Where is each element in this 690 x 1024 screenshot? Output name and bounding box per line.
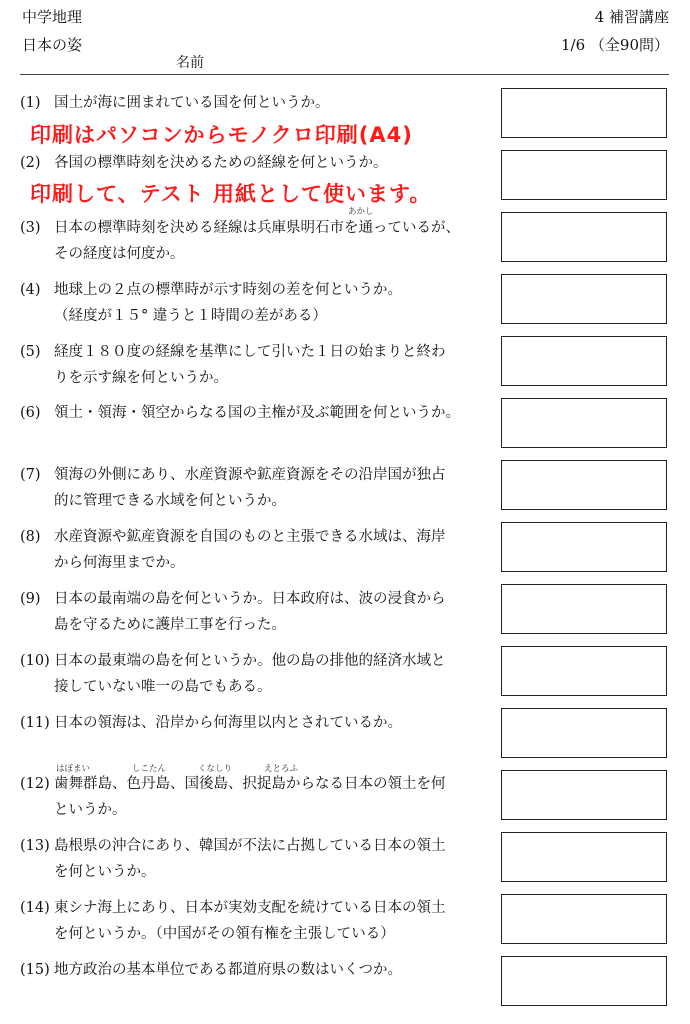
question-9	[20, 586, 495, 638]
furigana-kunashiri: くなしり	[198, 764, 233, 774]
question-text: 国土が海に囲まれている国を何というか。	[54, 95, 330, 111]
answer-box-8[interactable]	[501, 522, 667, 572]
answer-box-10[interactable]	[501, 646, 667, 696]
question-13	[20, 833, 495, 885]
answer-box-14[interactable]	[501, 894, 667, 944]
question-14	[20, 895, 495, 947]
question-text-cont: 的に管理できる水域を何というか。	[54, 493, 286, 509]
furigana-habomai: はぼまい	[56, 764, 91, 774]
usage-notice: 印刷して、テスト 用紙として使います。	[30, 182, 432, 206]
question-10	[20, 648, 495, 700]
furigana-akashi: あかし	[348, 207, 374, 217]
question-7	[20, 462, 495, 514]
question-number: (13)	[20, 838, 50, 854]
question-number: (4)	[20, 282, 41, 298]
page-info: 1/6 （全90問）	[561, 36, 669, 54]
answer-box-5[interactable]	[501, 336, 667, 386]
question-number: (1)	[20, 95, 41, 111]
question-text-cont: 接していない唯一の島でもある。	[54, 679, 272, 695]
furigana-etorofu: えとろふ	[264, 764, 299, 774]
question-number: (3)	[20, 220, 41, 236]
question-number: (5)	[20, 344, 41, 360]
question-text-cont: を何というか。	[54, 864, 156, 880]
question-4	[20, 277, 495, 329]
question-15	[20, 957, 495, 983]
question-text: 島根県の沖合にあり、韓国が不法に占拠している日本の領土	[54, 838, 446, 854]
answer-box-9[interactable]	[501, 584, 667, 634]
question-number: (14)	[20, 900, 50, 916]
answer-box-4[interactable]	[501, 274, 667, 324]
topic-title: 日本の姿	[22, 36, 83, 54]
answer-box-6[interactable]	[501, 398, 667, 448]
question-text: 地球上の２点の標準時が示す時刻の差を何というか。	[54, 282, 402, 298]
answer-box-1[interactable]	[501, 88, 667, 138]
question-text-cont: から何海里までか。	[54, 555, 185, 571]
series-label: 4 補習講座	[594, 8, 669, 26]
question-text: 地方政治の基本単位である都道府県の数はいくつか。	[54, 962, 402, 978]
question-number: (7)	[20, 467, 41, 483]
question-text: 東シナ海上にあり、日本が実効支配を続けている日本の領土	[54, 900, 446, 916]
question-text: 日本の最南端の島を何というか。日本政府は、波の浸食から	[54, 591, 446, 607]
question-text: 水産資源や鉱産資源を自国のものと主張できる水域は、海岸	[54, 529, 446, 545]
question-number: (12)	[20, 776, 50, 792]
subject-title: 中学地理	[22, 8, 83, 26]
header-divider	[20, 74, 669, 75]
answer-box-15[interactable]	[501, 956, 667, 1006]
print-notice: 印刷はパソコンからモノクロ印刷(A4)	[30, 123, 413, 147]
answer-box-2[interactable]	[501, 150, 667, 200]
question-12	[20, 771, 495, 823]
answer-box-7[interactable]	[501, 460, 667, 510]
question-8	[20, 524, 495, 576]
question-3	[20, 215, 495, 267]
question-text-cont: を何というか。（中国がその領有権を主張している）	[54, 926, 395, 942]
question-number: (6)	[20, 405, 41, 421]
question-text-cont: というか。	[54, 802, 127, 818]
question-text-cont: 島を守るために護岸工事を行った。	[54, 617, 286, 633]
question-2	[20, 150, 495, 176]
question-1	[20, 90, 495, 116]
question-text-cont: （経度が１５° 違うと１時間の差がある）	[54, 308, 327, 324]
answer-box-11[interactable]	[501, 708, 667, 758]
furigana-shikotan: しこたん	[132, 764, 167, 774]
question-text: 日本の領海は、沿岸から何海里以内とされているか。	[54, 715, 402, 731]
question-number: (2)	[20, 155, 41, 171]
question-text: 日本の最東端の島を何というか。他の島の排他的経済水域と	[54, 653, 446, 669]
question-number: (15)	[20, 962, 50, 978]
answer-box-13[interactable]	[501, 832, 667, 882]
question-number: (10)	[20, 653, 50, 669]
name-label: 名前	[176, 55, 204, 71]
question-text: 経度１８０度の経線を基準にして引いた１日の始まりと終わ	[54, 344, 446, 360]
question-text: 日本の標準時刻を決める経線は兵庫県明石市を通っているが、	[54, 220, 460, 236]
answer-box-3[interactable]	[501, 212, 667, 262]
question-text-cont: その経度は何度か。	[54, 246, 185, 262]
question-5	[20, 339, 495, 391]
question-text: 領土・領海・領空からなる国の主権が及ぶ範囲を何というか。	[54, 405, 460, 421]
answer-box-12[interactable]	[501, 770, 667, 820]
question-number: (11)	[20, 715, 50, 731]
question-6	[20, 400, 495, 426]
question-11	[20, 710, 495, 736]
question-text: 領海の外側にあり、水産資源や鉱産資源をその沿岸国が独占	[54, 467, 446, 483]
question-number: (9)	[20, 591, 41, 607]
question-text-cont: りを示す線を何というか。	[54, 370, 228, 386]
question-number: (8)	[20, 529, 41, 545]
question-text: 各国の標準時刻を決めるための経線を何というか。	[54, 155, 388, 171]
question-text: 歯舞群島、色丹島、国後島、択捉島からなる日本の領土を何	[54, 776, 446, 792]
